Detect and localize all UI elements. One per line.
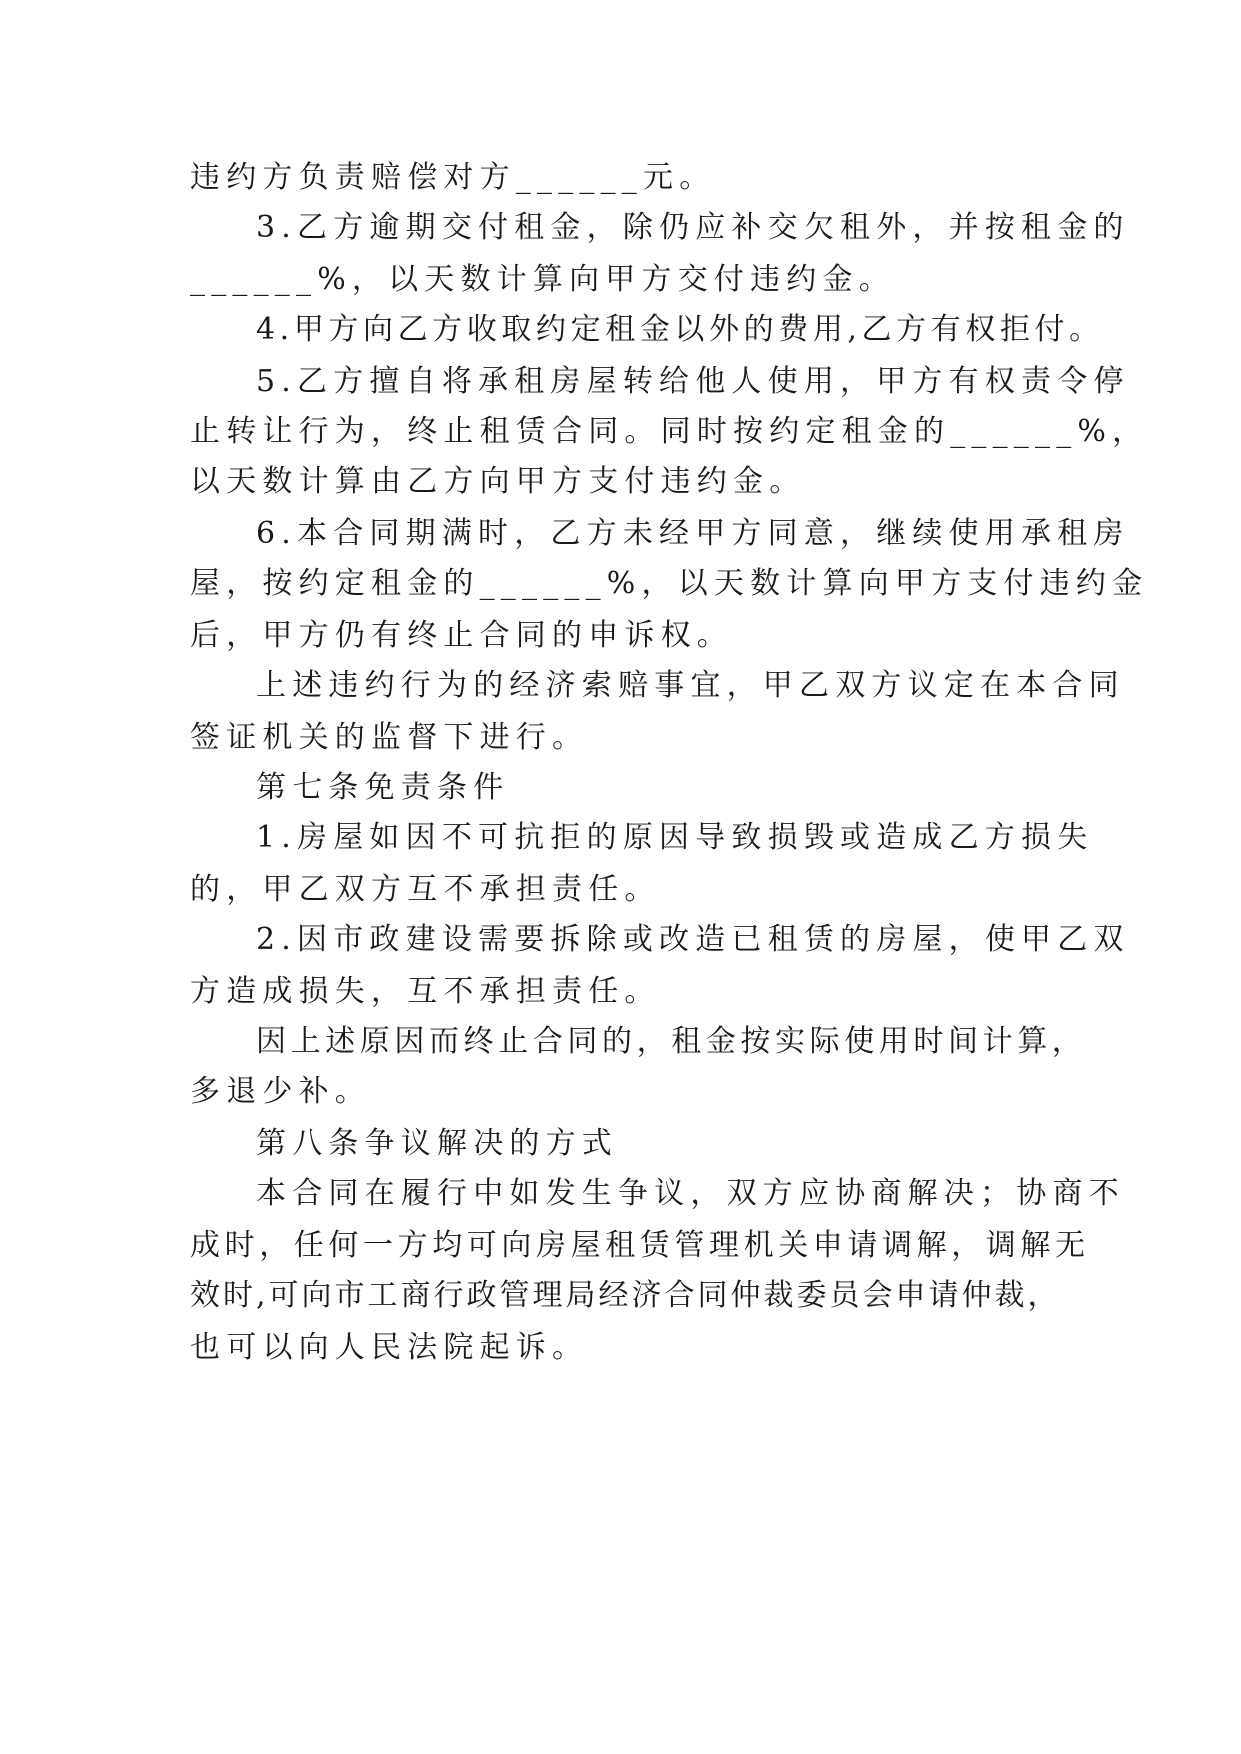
section-heading: 第七条免责条件 (256, 770, 510, 805)
text-line: 止转让行为，终止租赁合同。同时按约定租金的______%， (190, 414, 1149, 449)
text-line: 上述违约行为的经济索赔事宜，甲乙双方议定在本合同 (256, 668, 1125, 703)
text-line: 3.乙方逾期交付租金，除仍应补交欠租外，并按租金的 (256, 210, 1130, 245)
text-line: 的，甲乙双方互不承担责任。 (190, 872, 661, 907)
section-heading: 第八条争议解决的方式 (256, 1126, 618, 1161)
text-line: 1.房屋如因不可抗拒的原因导致损毁或造成乙方损失 (256, 820, 1094, 855)
text-line: 成时，任何一方均可向房屋租赁管理机关申请调解，调解无 (190, 1228, 1090, 1263)
text-line: 4.甲方向乙方收取约定租金以外的费用,乙方有权拒付。 (256, 312, 1104, 347)
text-line: 多退少补。 (190, 1074, 371, 1109)
text-line: 因上述原因而终止合同的，租金按实际使用时间计算， (256, 1024, 1087, 1059)
text-line: 5.乙方擅自将承租房屋转给他人使用，甲方有权责令停 (256, 364, 1130, 399)
text-line: 效时,可向市工商行政管理局经济合同仲裁委员会申请仲裁， (190, 1278, 1061, 1313)
text-line: 本合同在履行中如发生争议，双方应协商解决；协商不 (256, 1176, 1125, 1211)
text-line: 后，甲方仍有终止合同的申诉权。 (190, 618, 733, 653)
text-line: 违约方负责赔偿对方______元。 (190, 160, 716, 195)
text-line: 方造成损失，互不承担责任。 (190, 974, 661, 1009)
text-line: 6.本合同期满时，乙方未经甲方同意，继续使用承租房 (256, 516, 1130, 551)
text-line: 2.因市政建设需要拆除或改造已租赁的房屋，使甲乙双 (256, 922, 1130, 957)
text-line: 也可以向人民法院起诉。 (190, 1330, 589, 1365)
text-line: 屋，按约定租金的______%，以天数计算向甲方支付违约金 (190, 566, 1149, 601)
text-line: 签证机关的监督下进行。 (190, 720, 589, 755)
text-line: 以天数计算由乙方向甲方支付违约金。 (190, 464, 806, 499)
text-line: ______%，以天数计算向甲方交付违约金。 (190, 262, 895, 297)
